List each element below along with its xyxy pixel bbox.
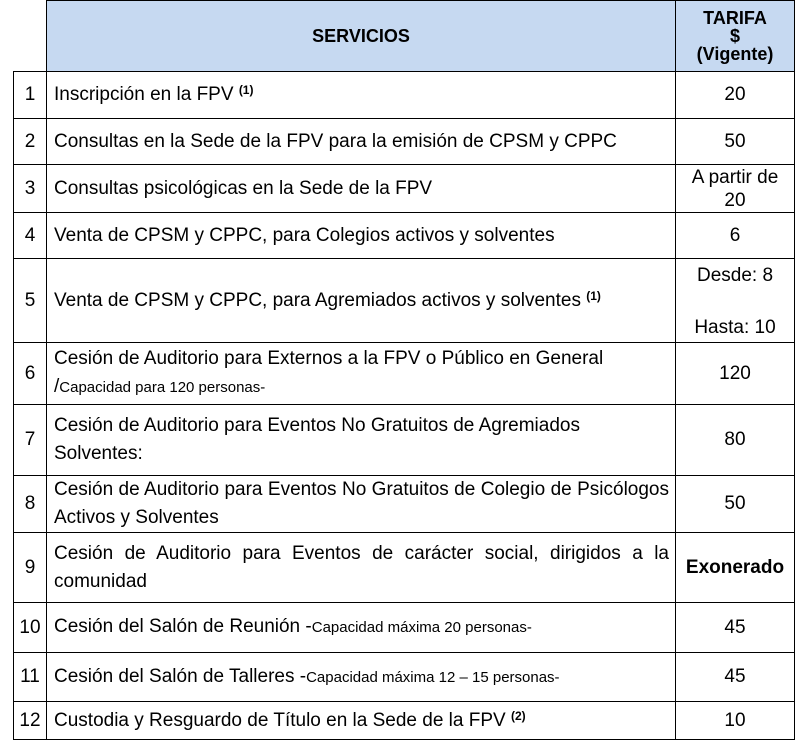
table-row — [14, 259, 795, 343]
service-text: Cesión de Auditorio para Externos a la FPV o Público en General / — [54, 348, 604, 397]
row-number: 4 — [14, 213, 47, 259]
service-text: Cesión del Salón de Reunión - — [54, 616, 312, 637]
service-description — [47, 259, 676, 343]
row-number: 12 — [14, 702, 47, 740]
tariff-value: Exonerado — [676, 533, 795, 603]
service-description — [47, 702, 676, 740]
tariff-value: 120 — [676, 343, 795, 405]
footnote-marker: (1) — [238, 83, 254, 97]
service-text: Cesión del Salón de Talleres - — [54, 665, 307, 687]
footnote-marker: (1) — [586, 288, 601, 303]
service-text: Inscripción en la FPV — [54, 84, 239, 105]
service-description — [47, 72, 676, 119]
tariff-value: 80 — [676, 405, 795, 476]
header-services: SERVICIOS — [47, 1, 676, 72]
service-text: Venta de CPSM y CPPC, para Colegios activos y solventes — [54, 224, 555, 246]
service-text: Consultas en la Sede de la FPV para la emisión de CPSM y CPPC — [54, 130, 617, 152]
table-row — [14, 702, 795, 740]
service-description — [47, 603, 676, 653]
tariff-value: 10 — [676, 702, 795, 740]
header-tarifa-line2: $ — [729, 26, 740, 46]
table-row — [14, 476, 795, 533]
tariff-value — [676, 259, 795, 343]
table-row — [14, 72, 795, 119]
tariff-value: 20 — [676, 72, 795, 119]
header-tarifa-line3: (Vigente) — [696, 44, 774, 64]
tariff-line1: A partir de — [691, 166, 779, 188]
row-number: 1 — [14, 72, 47, 119]
service-description — [47, 213, 676, 259]
header-tarifa — [676, 1, 795, 72]
table-row — [14, 165, 795, 213]
table-row — [14, 533, 795, 603]
service-description — [47, 405, 676, 476]
table-row — [14, 653, 795, 702]
tariff-to: Hasta: 10 — [694, 316, 776, 338]
service-text: Cesión de Auditorio para Eventos No Gratuitos de Agremiados Solventes: — [54, 415, 580, 464]
row-number: 9 — [14, 533, 47, 603]
tariff-value: 6 — [676, 213, 795, 259]
tariff-line2: 20 — [724, 189, 746, 211]
table-row — [14, 343, 795, 405]
row-number: 2 — [14, 119, 47, 165]
service-description — [47, 343, 676, 405]
tariff-value: 50 — [676, 476, 795, 533]
table-row — [14, 119, 795, 165]
table-row — [14, 603, 795, 653]
row-number: 8 — [14, 476, 47, 533]
service-text: Cesión de Auditorio para Eventos de carácter social, dirigidos a la comunidad — [54, 542, 669, 592]
service-text: Custodia y Resguardo de Título en la Sede de la FPV — [54, 709, 511, 731]
header-blank-cell — [14, 1, 47, 72]
tariff-range — [676, 262, 794, 340]
tariff-table — [13, 0, 795, 740]
table-row — [14, 213, 795, 259]
table-row — [14, 405, 795, 476]
capacity-note: Capacidad máxima 20 personas- — [311, 619, 532, 636]
capacity-note: Capacidad para 120 personas- — [59, 379, 266, 396]
row-number: 7 — [14, 405, 47, 476]
service-text: Cesión de Auditorio para Eventos No Gratuitos de Colegio de Psicólogos Activos y Solventes — [54, 479, 669, 528]
service-text: Venta de CPSM y CPPC, para Agremiados activos y solventes — [54, 289, 587, 311]
row-number: 10 — [14, 603, 47, 653]
row-number: 3 — [14, 165, 47, 213]
tariff-value: 45 — [676, 653, 795, 702]
capacity-note: Capacidad máxima 12 – 15 personas- — [306, 668, 560, 686]
tariff-from: Desde: 8 — [696, 264, 774, 286]
header-tarifa-line1: TARIFA — [703, 8, 767, 28]
row-number: 5 — [14, 259, 47, 343]
row-number: 11 — [14, 653, 47, 702]
service-text: Consultas psicológicas en la Sede de la FPV — [54, 177, 433, 199]
service-description — [47, 533, 676, 603]
header-row — [14, 1, 795, 72]
footnote-marker: (2) — [510, 708, 526, 723]
row-number: 6 — [14, 343, 47, 405]
tariff-value: 45 — [676, 603, 795, 653]
service-description — [47, 119, 676, 165]
tariff-value — [676, 165, 795, 213]
service-description — [47, 476, 676, 533]
service-description — [47, 165, 676, 213]
tariff-value: 50 — [676, 119, 795, 165]
service-description — [47, 653, 676, 702]
